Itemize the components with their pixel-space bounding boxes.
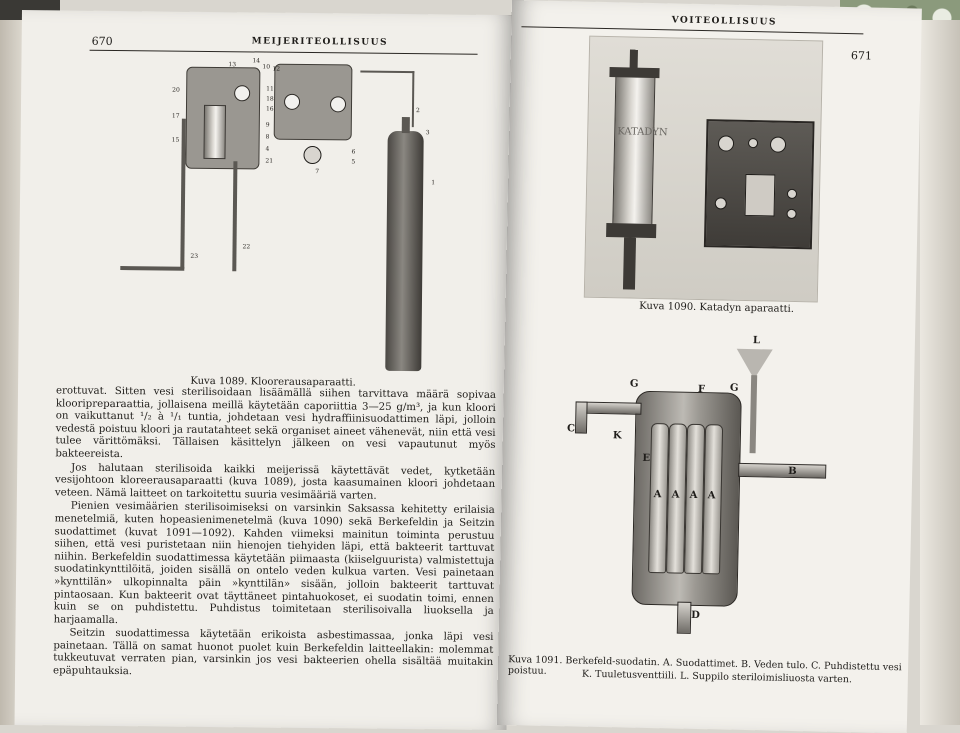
left-body-text (53, 385, 496, 682)
paragraph: Jos halutaan sterilisoida kaikki meijerissä käytettävät vedet, kytketään vesijohtoon kloreerausaparaatti (kuva 1089), josta kaasumainen kloori johdetaan veteen. Nämä laitteet on tarkoitettu suuria vesimääriä varten. (54, 462, 496, 502)
filter-label: G (629, 378, 639, 390)
filter-label: C (566, 423, 576, 435)
figure-label: 1 (431, 179, 436, 187)
outlet-tap (575, 401, 588, 433)
filter-label: G (729, 382, 739, 394)
figure-label: 3 (425, 129, 430, 137)
filter-label: A (689, 489, 698, 501)
figure-label: 5 (351, 158, 356, 166)
figure-label: 22 (242, 243, 251, 251)
figure-label: 8 (265, 133, 270, 141)
filter-label: F (697, 383, 706, 396)
connector-icon (715, 197, 727, 209)
meter-icon (770, 136, 786, 152)
figure-label: 2 (415, 107, 420, 115)
pipe-22 (232, 161, 237, 271)
connecting-tube (360, 71, 414, 74)
pipe-23-horizontal (120, 266, 184, 271)
figure-label: 7 (315, 168, 320, 176)
inlet-pipe-b (738, 463, 826, 479)
figure-caption-1089: Kuva 1089. Kloorerausaparaatti. (190, 375, 356, 389)
meter-icon (718, 135, 734, 151)
gauge-icon (330, 96, 346, 112)
katadyn-apparatus-photo (584, 36, 823, 303)
glass-cylinder (203, 105, 226, 159)
pipe-23 (180, 119, 186, 269)
figure-label: 9 (265, 121, 270, 129)
valve-wheel-icon (303, 146, 321, 164)
filter-label: A (671, 489, 680, 501)
switch-icon (748, 138, 758, 148)
figure-caption-1091-line2: K. Tuuletusventtiili. L. Suppilo steriloimisliuosta varten. (581, 668, 853, 686)
filter-label: E (642, 452, 651, 464)
figure-label: 11 (266, 85, 274, 93)
figure-label: 10 (262, 63, 271, 71)
button-icon (787, 189, 797, 199)
paragraph: erottuvat. Sitten vesi sterilisoidaan lisäämällä siihen tarvittava määrä sopivaa klooripreparaattia, jollaisena meillä käytetään caporiittia 3—25 g/m³, ja kun kloori on vaikuttanut ¹/₂ à ¹/₁ tuntia, johdetaan vesi hydraffiinisuodattimen läpi, jolloin vedestä poistuu kloori ja rautatahteet sekä organiset aineet vähenevät, niin että vesi tulee värittömäksi. Tällaisen käsittelyn jälkeen on vesi vapautunut myös bakteereista. (55, 385, 497, 461)
paragraph: Seitzin suodattimessa käytetään erikoista asbestimassaa, jonka läpi vesi painetaan. Tällä on samat huonot puolet kuin Berkefeldin laitteellakin: molemmat tukkeutuvat verraten pian, varsinkin jos vesi bakteerien ohella sisältää muitakin epäpuhtauksia. (53, 627, 494, 678)
filter-label: D (691, 609, 700, 622)
cylinder-nozzle (630, 49, 638, 69)
cylinder-valve (402, 117, 410, 133)
katadyn-glass-cylinder (612, 73, 668, 228)
button-icon (786, 209, 796, 219)
figure-label: 13 (228, 61, 237, 69)
figure-label: 23 (190, 252, 199, 260)
funnel-pipe (750, 375, 758, 453)
filter-label: L (752, 335, 761, 347)
figure-label: 12 (272, 65, 281, 73)
figure-caption-1091-line1: Kuva 1091. Berkefeld-suodatin. A. Suodattimet. B. Veden tulo. C. Puhdistettu vesi poistuu. (507, 654, 902, 677)
left-page (15, 10, 514, 730)
left-head-rule (90, 50, 478, 55)
right-head-rule (521, 26, 863, 34)
figure-label: 6 (351, 148, 356, 156)
gauge-icon (284, 94, 300, 110)
figure-label: 17 (171, 112, 180, 120)
filter-label: B (788, 465, 797, 478)
book-page-edges-right (920, 20, 960, 725)
gas-cylinder (385, 131, 424, 371)
paragraph: Pienien vesimäärien sterilisoimiseksi on varsinkin Saksassa kehitetty erilaisia menetelmiä, kuten hopeasienimenetelmä (kuva 1090) sekä Berkefeldin ja Seitzin suodattimet (kuvat 1091—1092). Kahden viimeksi mainitun toiminta perustuu siihen, että vesi puristetaan niin hienojen tiehyiden läpi, että bakteerit tarttuvat niihin. Berkefeldin suodattimessa käytetään piimaasta (kiiselguurista) valmistettuja suodatinkynttilöitä, joiden sisällä on ontelo veden kulkua varten. Vesi painetaan »kynttilän» ulkopinnalta päin »kynttilän» sisään, jolloin bakteerit tarttuvat pintaosaan. Kun bakteerit ovat täyttäneet pintahuokoset, ei suodatin toimi, ennen kuin se on puhdistettu. Puhdistus toimitetaan sterilisoivalla liuoksella ja harjaamalla. (53, 500, 495, 626)
display-window (745, 174, 776, 217)
figure-label: 4 (265, 145, 270, 153)
filter-label: A (653, 489, 662, 501)
control-panel (704, 119, 815, 249)
figure-label: 18 (266, 95, 274, 103)
gauge-icon (234, 85, 250, 101)
figure-label: 14 (252, 57, 261, 65)
cylinder-base (606, 223, 656, 238)
left-page-number: 670 (91, 34, 113, 48)
figure-label: 21 (265, 157, 274, 165)
figure-caption-1090: Kuva 1090. Katadyn aparaatti. (639, 300, 795, 315)
figure-label: 15 (171, 136, 180, 144)
figure-label: 20 (172, 86, 180, 94)
cylinder-stand (623, 237, 636, 289)
filter-label: A (707, 490, 716, 502)
figure-label: 16 (265, 105, 274, 113)
connecting-tube-down (412, 71, 415, 127)
drain-pipe-d (677, 602, 692, 634)
right-page-number: 671 (850, 49, 873, 63)
left-running-head: MEIJERITEOLLISUUS (251, 36, 389, 48)
right-page (497, 0, 922, 733)
right-running-head: VOITEOLLISUUS (671, 15, 778, 28)
chlorination-apparatus-figure (113, 56, 466, 378)
katadyn-label: KATADYN (617, 126, 668, 139)
berkefeld-filter-figure (559, 337, 855, 643)
filter-label: K (612, 430, 622, 442)
